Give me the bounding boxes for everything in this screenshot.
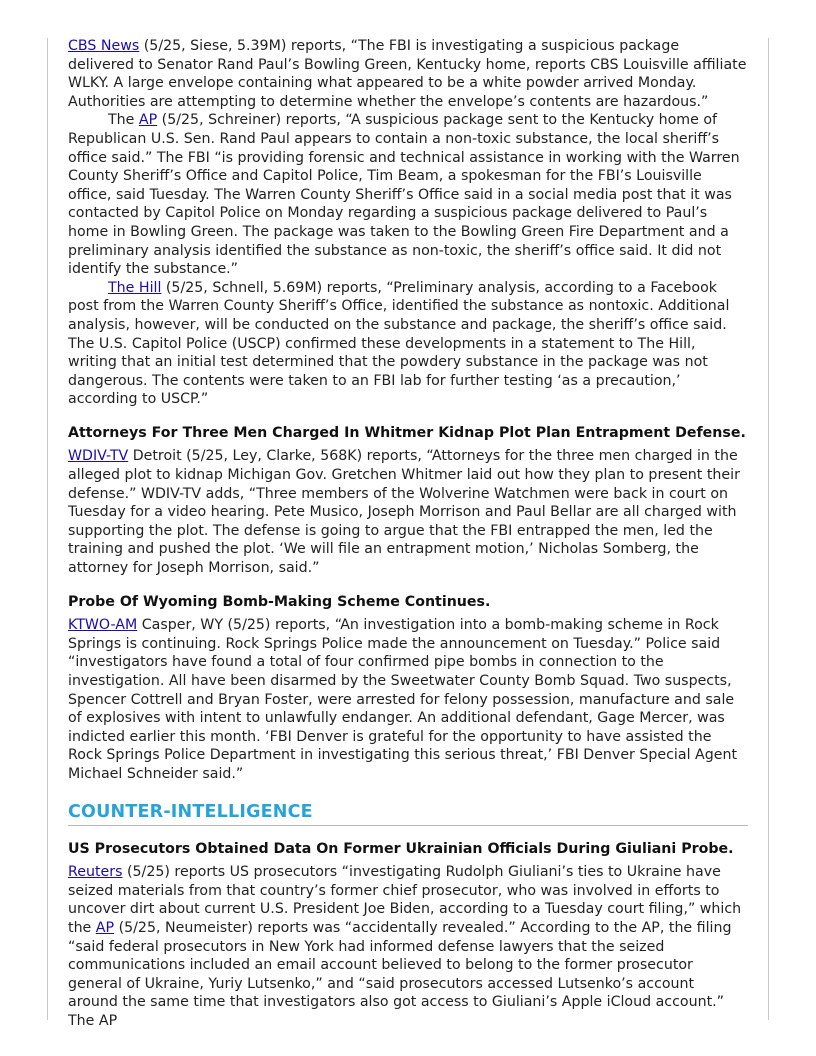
paragraph-text: Detroit (5/25, Ley, Clarke, 568K) reports, “Attorneys for the three men charged in the alleged plot to kidnap Michigan Gov. Gretchen Whitmer laid out how they plan to present their defense.” WDIV-TV adds, “Three members of the Wolverine Watchmen were back in court on Tuesday for a video hearing. Pete Musico, Joseph Morrison and Paul Bellar are all charged with supporting the plot. The defense is going to argue that the FBI entrapped the men, led the training and pushed the plot. ‘We will file an entrapment motion,’ Nicholas Somberg, the attorney for Joseph Morrison, said.” [68,448,740,577]
source-link-ktwo-am[interactable]: KTWO-AM [68,617,138,634]
source-link-cbs-news[interactable]: CBS News [68,38,140,54]
source-link-ap[interactable]: AP [95,919,115,936]
paragraph-text: (5/25) reports US prosecutors “investigating Rudolph Giuliani’s ties to Ukraine have seized materials from that country’s former chief prosecutor, who was involved in efforts to uncover dirt about current U.S. President Joe Biden, according to a Tuesday court filing,” which the [68,864,742,936]
paragraph-text: (5/25, Neumeister) reports was “accidentally revealed.” According to the AP, the filing “said federal prosecutors in New York had informed defense lawyers that the seized communications included an email account believed to belong to the former prosecutor general of Ukraine, Yuriy Lutsenko,” and “said prosecutors accessed Lutsenko’s account around the same time that investigators also got access to Giuliani’s Apple iCloud account.” The AP [68,919,732,1029]
paragraph-text: Casper, WY (5/25) reports, “An investigation into a bomb-making scheme in Rock Springs is continuing. Rock Springs Police made the announcement on Tuesday.” Police said “investigators have found a total of four confirmed pipe bombs in connection to the investigation. All have been disarmed by the Sweetwater County Bomb Squad. Two suspects, Spencer Cottrell and Bryan Foster, were arrested for felony possession, manufacture and sale of explosives with intent to unlawfully endanger. An additional defendant, Gage Mercer, was indicted earlier this month. ‘FBI Denver is grateful for the opportunity to have assisted the Rock Springs Police Department in investigating this serious threat,’ FBI Denver Special Agent Michael Schneider said.” [68,617,738,782]
source-link-ap[interactable]: AP [138,112,158,129]
article-paragraph [68,279,748,409]
paragraph-text: (5/25, Siese, 5.39M) reports, “The FBI is investigating a suspicious package delivered to Senator Rand Paul’s Bowling Green, Kentucky home, reports CBS Louisville affiliate WLKY. A large envelope containing what appeared to be a white powder arrived Monday. Authorities are attempting to determine whether the envelope’s contents are hazardous.” [68,38,747,110]
right-margin-rule [768,38,769,1020]
source-link-the-hill[interactable]: The Hill [108,279,162,296]
article-paragraph [68,863,748,1030]
paragraph-text: (5/25, Schnell, 5.69M) reports, “Preliminary analysis, according to a Facebook post from the Warren County Sheriff’s Office, identified the substance as nontoxic. Additional analysis, however, will be conducted on the substance and package, the sheriff’s office said. The U.S. Capitol Police (USCP) confirmed these developments in a statement to The Hill, writing that an initial test determined that the powdery substance in the package was not dangerous. The contents were taken to an FBI lab for further testing ‘as a precaution,’ according to USCP.” [68,279,730,408]
article-paragraph [68,37,748,111]
section-title: COUNTER-INTELLIGENCE [68,801,748,826]
article-paragraph [68,447,748,577]
source-link-wdiv-tv[interactable]: WDIV-TV [68,448,129,465]
article-headline: US Prosecutors Obtained Data On Former Ukrainian Officials During Giuliani Probe. [68,840,734,857]
source-link-reuters[interactable]: Reuters [68,864,123,881]
paragraph-text: (5/25, Schreiner) reports, “A suspicious package sent to the Kentucky home of Republican U.S. Sen. Rand Paul appears to contain a non-toxic substance, the local sheriff’s office said.” The FBI “is providing forensic and technical assistance in working with the Warren County Sheriff’s Office and Capitol Police, Tim Beam, a spokesman for the FBI’s Louisville office, said Tuesday. The Warren County Sheriff’s Office said in a social media post that it was contacted by Capitol Police on Monday regarding a suspicious package delivered to Paul’s home in Bowling Green. The package was taken to the Bowling Green Fire Department and a preliminary analysis identified the substance as non-toxic, the sheriff’s office said. It did not identify the substance.” [68,112,740,278]
article-paragraph [68,111,748,278]
article-headline: Probe Of Wyoming Bomb-Making Scheme Continues. [68,593,491,610]
article-headline: Attorneys For Three Men Charged In Whitmer Kidnap Plot Plan Entrapment Defense. [68,424,746,441]
article-paragraph [68,616,748,783]
left-margin-rule [47,38,48,1020]
document-body [68,37,748,1031]
paragraph-lead: The [108,112,139,129]
